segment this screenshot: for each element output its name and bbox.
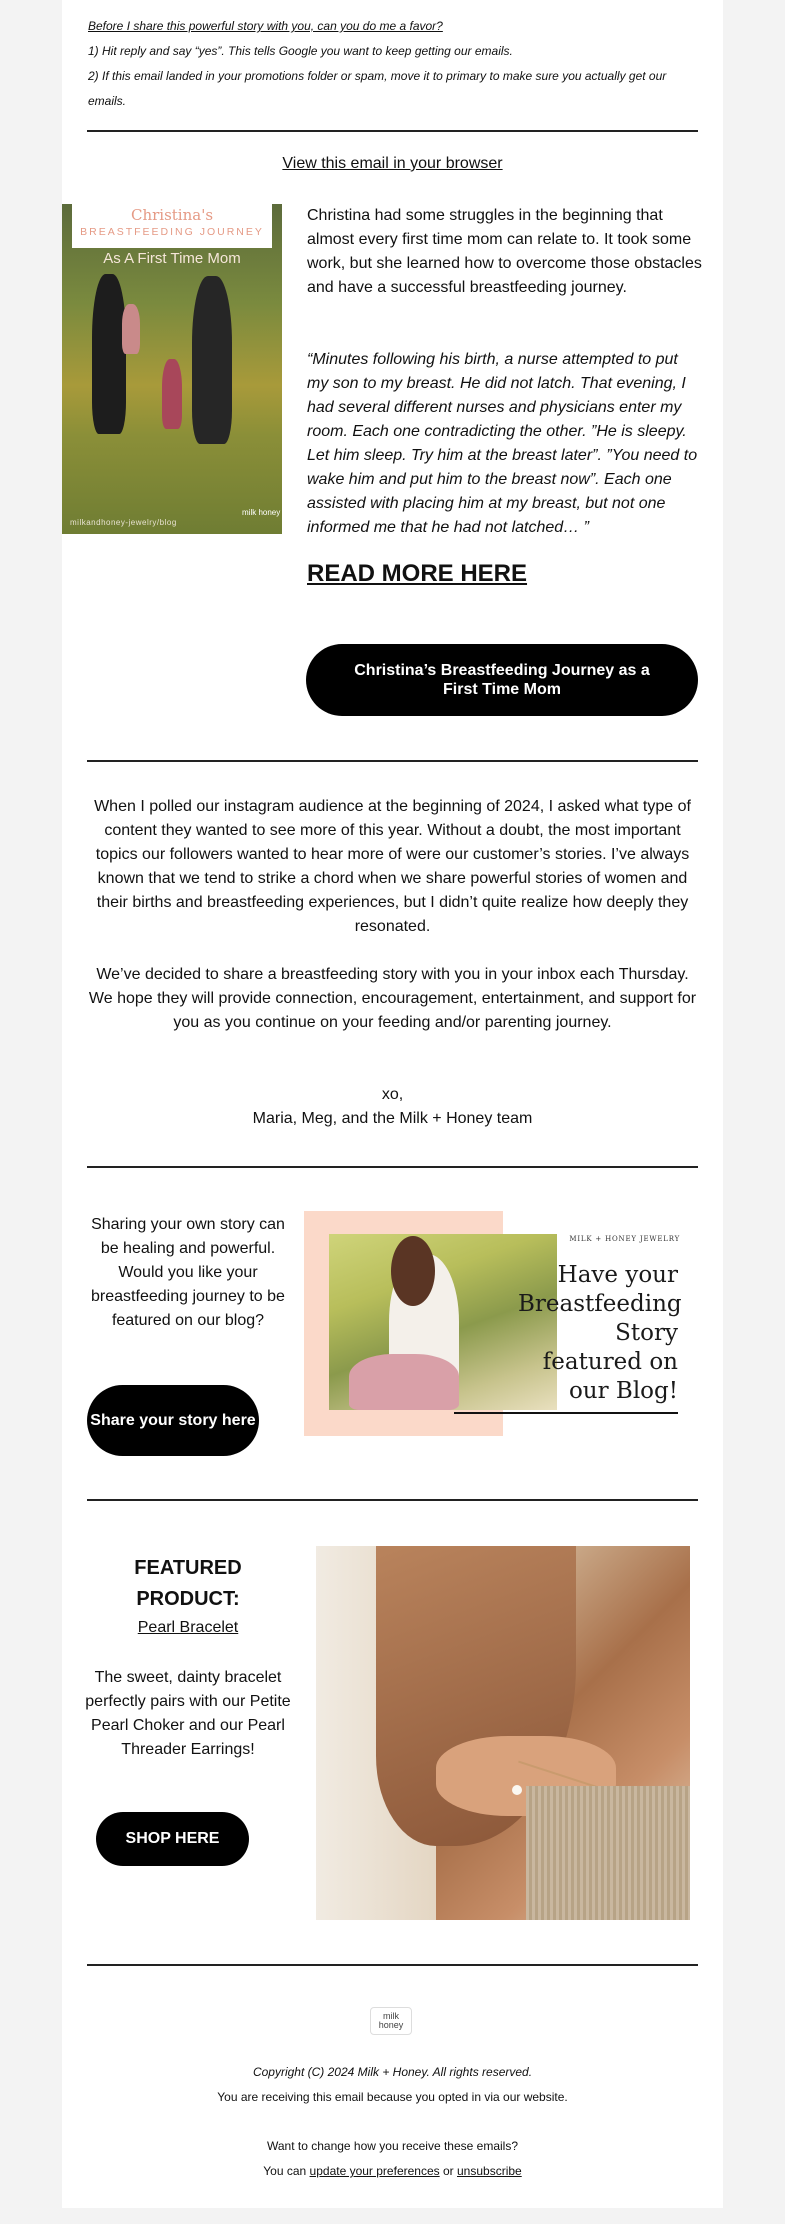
journey-button[interactable]: Christina’s Breastfeeding Journey as a First Time Mom (306, 644, 698, 716)
share-story-promo-image[interactable] (304, 1211, 698, 1436)
hero-image[interactable] (62, 204, 282, 534)
promo-underline (454, 1412, 678, 1414)
family-baby-figure (122, 304, 140, 354)
pearl-bracelet-image[interactable] (316, 1546, 690, 1920)
divider (87, 1964, 698, 1966)
share-story-button[interactable]: Share your story here (87, 1385, 259, 1456)
featured-product-title: FEATURED PRODUCT: (134, 1557, 242, 1610)
preheader-step-1: 1) Hit reply and say “yes”. This tells Google you want to keep getting our emails. (88, 44, 513, 58)
update-preferences-link[interactable]: update your preferences (309, 2164, 440, 2178)
story-quote: “Minutes following his birth, a nurse attempted to put my son to my breast. He did not latch. That evening, I had several different nurses and physicians enter my room. Each one contradicting the other. ”He is sleepy. Let him sleep. Try him at the breast later”. ”You need to wake him and put him to the breast now”. Each one assisted with placing him at my breast, but not one informed me that he had not latched… ” (307, 351, 698, 536)
view-in-browser-link[interactable]: View this email in your browser (282, 155, 503, 172)
hero-image-title-line2: BREASTFEEDING JOURNEY (80, 226, 264, 238)
letter-signoff: xo, (381, 1086, 404, 1103)
promo-headline: Have your Breastfeeding Story featured on our Blog! (518, 1262, 682, 1404)
read-more-link[interactable]: READ MORE HERE (307, 560, 528, 587)
footer-or: or (442, 2164, 454, 2178)
hero-image-footer: milkandhoney-jewelry/blog (70, 518, 177, 527)
footer-logo: milk honey (370, 2007, 412, 2035)
featured-product-name-link[interactable]: Pearl Bracelet (137, 1619, 239, 1636)
email-card (62, 0, 723, 2208)
footer-copyright: Copyright (C) 2024 Milk + Honey. All rights reserved. (252, 2065, 533, 2079)
promo-dress-shape (349, 1354, 459, 1410)
promo-brand: MILK + HONEY JEWELRY (569, 1235, 680, 1243)
hero-image-title-line1: Christina's (130, 206, 214, 224)
family-mother-figure (92, 274, 126, 434)
preheader-lead: Before I share this powerful story with you, can you do me a favor? (88, 19, 443, 33)
unsubscribe-link[interactable]: unsubscribe (457, 2164, 522, 2178)
footer-preferences-line (62, 2159, 723, 2183)
divider (87, 1499, 698, 1501)
promo-hair-shape (391, 1236, 435, 1306)
divider (87, 130, 698, 132)
family-father-figure (192, 276, 232, 444)
story-intro: Christina had some struggles in the beginning that almost every first time mom can relate to. It took some work, but she learned how to overcome those obstacles and have a successful breastfeeding journey. (307, 207, 702, 296)
letter-paragraph-2: We’ve decided to share a breastfeeding story with you in your inbox each Thursday. We hope they will provide connection, encouragement, entertainment, and support for you as you continue on your feeding and/or parenting journey. (88, 966, 697, 1031)
product-knit-sweater (526, 1786, 690, 1920)
hero-image-logo: milk honey (242, 508, 281, 517)
letter-paragraph-1: When I polled our instagram audience at the beginning of 2024, I asked what type of content they wanted to see more of this year. Without a doubt, the most important topics our followers wanted to hear more of were our customer’s stories. I’ve always known that we tend to strike a chord when we share powerful stories of women and their births and breastfeeding experiences, but I didn’t quite realize how deeply they resonated. (94, 798, 691, 935)
preheader (88, 14, 698, 114)
share-story-text: Sharing your own story can be healing and powerful. Would you like your breastfeeding journey to be featured on our blog? (91, 1216, 285, 1329)
footer-reason: You are receiving this email because you opted in via our website. (217, 2090, 568, 2104)
family-child-figure (162, 359, 182, 429)
footer-you-can: You can (263, 2164, 307, 2178)
footer-change-question: Want to change how you receive these emails? (266, 2139, 519, 2153)
hero-image-title-line3: As A First Time Mom (103, 250, 241, 267)
pearl-icon (512, 1785, 522, 1795)
preheader-step-2: 2) If this email landed in your promotions folder or spam, move it to primary to make sure you actually get our emails. (88, 69, 667, 108)
featured-product-description: The sweet, dainty bracelet perfectly pairs with our Petite Pearl Choker and our Pearl Threader Earrings! (85, 1669, 291, 1758)
letter-signature: Maria, Meg, and the Milk + Honey team (252, 1110, 533, 1127)
divider (87, 1166, 698, 1168)
shop-here-button[interactable]: SHOP HERE (96, 1812, 249, 1866)
divider (87, 760, 698, 762)
